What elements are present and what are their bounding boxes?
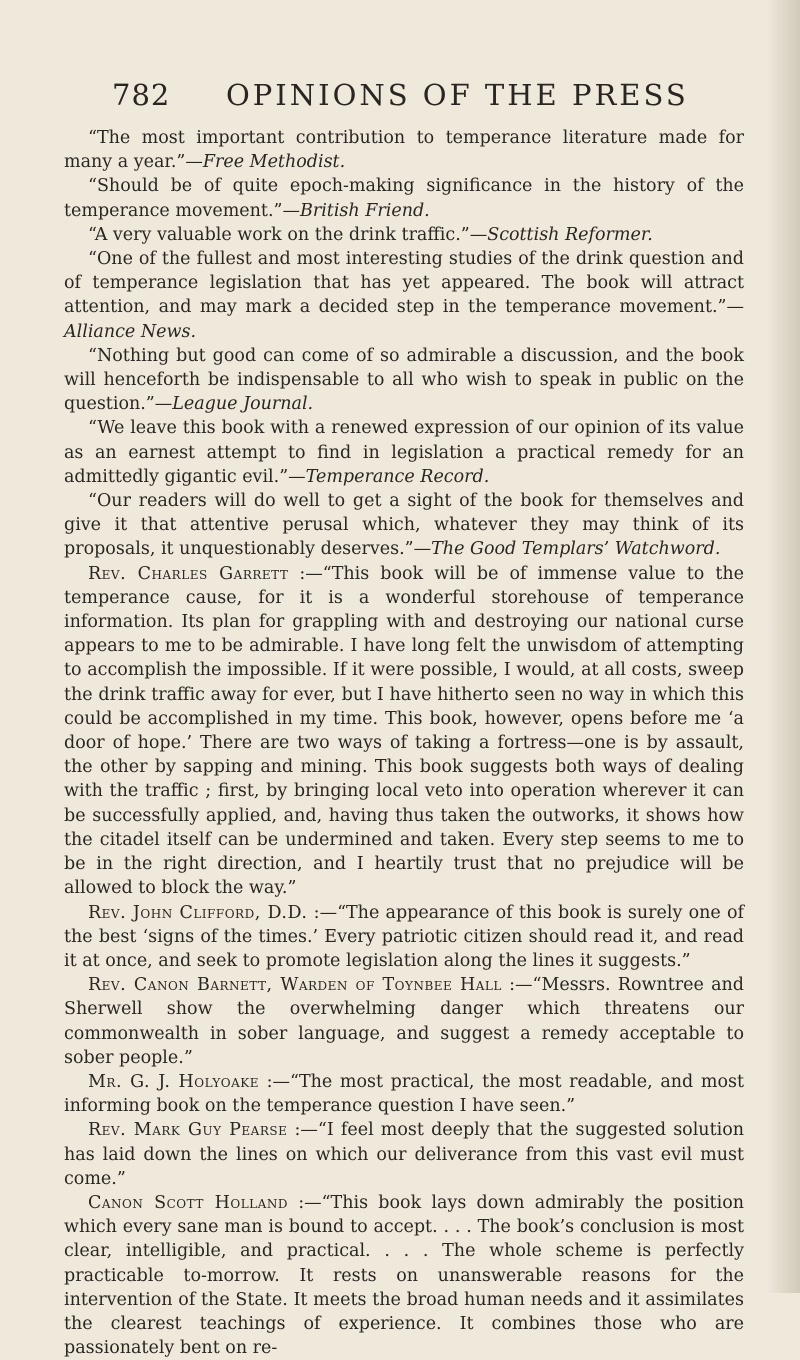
- review-paragraph: [64, 247, 744, 344]
- testimonial-text: :—“The most practical, the most readable, and most informing book on the temperance question I have seen.”: [64, 1071, 744, 1117]
- testimonial-speaker: Rev. Mark Guy Pearse: [88, 1120, 288, 1141]
- review-paragraph: [64, 223, 744, 247]
- testimonial-text: :—“The appearance of this book is surely one of the best ‘signs of the times.’ Every patriotic citizen should read it, and read it at once, and seek to promote legislation along the lines it suggests.”: [64, 902, 745, 971]
- review-paragraph: [64, 344, 744, 417]
- review-quote: “Nothing but good can come of so admirable a discussion, and the book will henceforth be indispensable to all who wish to speak in public on the question.”—: [64, 345, 744, 415]
- review-source: Scottish Reformer.: [487, 224, 653, 245]
- review-paragraph: [64, 416, 744, 489]
- testimonial-speaker: Rev. Canon Barnett, Warden of Toynbee Hall: [88, 975, 502, 996]
- review-source: Free Methodist.: [202, 152, 346, 173]
- testimonial-speaker: Canon Scott Holland: [88, 1192, 288, 1213]
- testimonial-text: :—“I feel most deeply that the suggested solution has laid down the lines on which our deliverance from this vast evil must come.”: [64, 1120, 745, 1189]
- review-quote: “The most important contribution to temperance literature made for many a year.”—: [64, 128, 744, 173]
- running-head: OPINIONS OF THE PRESS: [226, 78, 689, 112]
- review-source: The Good Templars’ Watchword.: [431, 539, 721, 560]
- review-quote: “We leave this book with a renewed expression of our opinion of its value as an earnest attempt to find in legislation a practical remedy for an admittedly gigantic evil.”—: [64, 418, 744, 487]
- review-quote: “Our readers will do well to get a sight of the book for themselves and give it that attentive perusal which, whatever they may think of its proposals, it unquestionably deserves.”—: [64, 491, 744, 560]
- review-paragraph: [64, 174, 744, 222]
- review-source: British Friend.: [299, 200, 430, 221]
- review-source: Temperance Record.: [305, 466, 490, 487]
- testimonial-paragraph: [64, 973, 744, 1070]
- page-number: 782: [112, 78, 171, 112]
- testimonial-text: :—“This book lays down admirably the position which every sane man is bound to accept. . . . The book’s conclusion is most clear, intelligible, and practical. . . . The whole scheme is perfectly practicable to-morrow. It rests on unanswerable reasons for the intervention of the State. It meets the broad human needs and it assimilates the clearest teachings of experience. It combines those who are passionately bent on re-: [64, 1192, 744, 1359]
- testimonial-paragraph: [64, 1070, 744, 1118]
- review-paragraph: [64, 489, 744, 562]
- review-source: League Journal.: [172, 394, 314, 415]
- review-source: Alliance News.: [64, 321, 197, 342]
- review-quote: “Should be of quite epoch-making significance in the history of the temperance movement.”—: [64, 176, 744, 221]
- testimonial-speaker: Rev. Charles Garrett: [88, 563, 289, 584]
- review-quote: “A very valuable work on the drink traffic.”—: [88, 224, 488, 245]
- body-text: [64, 126, 744, 1360]
- testimonial-speaker: Rev. John Clifford, D.D.: [88, 902, 308, 923]
- testimonial-paragraph: [64, 562, 744, 901]
- page-edge-shadow: [766, 0, 800, 1293]
- review-quote: “One of the fullest and most interesting studies of the drink question and of temperance legislation that has yet appeared. The book will attract attention, and may mark a decided step in the temperance movement.”—: [64, 249, 744, 318]
- page-header: [112, 78, 752, 118]
- review-paragraph: [64, 126, 744, 174]
- testimonial-paragraph: [64, 1118, 744, 1191]
- testimonial-text: :—“This book will be of immense value to the temperance cause, for it is a wonderful storehouse of temperance information. Its plan for grappling with and destroying our national curse appears to me to be admirable. I have long felt the unwisdom of attempting to accomplish the impossible. If it were possible, I would, at all costs, sweep the drink traffic away for ever, but I have hitherto seen no way in which this could be accomplished in my time. This book, however, opens before me ‘a door of hope.’ There are two ways of taking a fortress—one is by assault, the other by sapping and mining. This book suggests both ways of dealing with the traffic ; first, by bringing local veto into operation wherever it can be successfully applied, and, having thus taken the outworks, it shows how the citadel itself can be undermined and taken. Every step seems to me to be in the right direction, and I heartily trust that no prejudice will be allowed to block the way.”: [64, 563, 744, 899]
- testimonial-paragraph: [64, 901, 744, 974]
- testimonial-text: :—“Messrs. Rowntree and Sherwell show the overwhelming danger which threatens our commonwealth in sober language, and suggest a remedy acceptable to sober people.”: [64, 975, 745, 1068]
- testimonial-speaker: Mr. G. J. Holyoake: [88, 1071, 259, 1092]
- testimonial-paragraph: [64, 1191, 744, 1360]
